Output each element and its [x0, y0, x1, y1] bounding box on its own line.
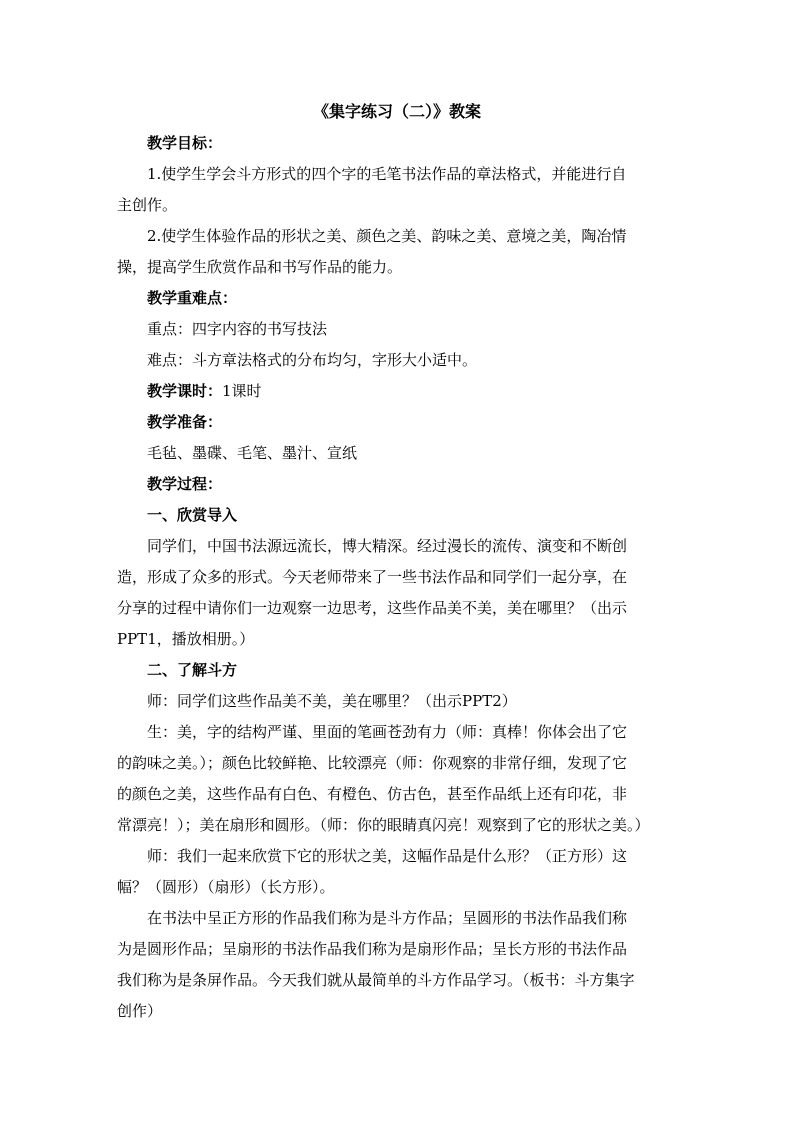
paragraph-line: 创作） — [117, 1002, 163, 1020]
paragraph-line: 造，形成了众多的形式。今天老师带来了一些书法作品和同学们一起分享，在 — [117, 568, 628, 586]
goals-heading: 教学目标： — [147, 134, 223, 152]
paragraph-line: 2.使学生体验作品的形状之美、颜色之美、韵味之美、意境之美，陶冶情 — [147, 227, 627, 245]
paragraph-line: 为是圆形作品；呈扇形的书法作品我们称为是扇形作品；呈长方形的书法作品 — [117, 940, 628, 958]
paragraph-line: 1.使学生学会斗方形式的四个字的毛笔书法作品的章法格式，并能进行自 — [147, 165, 627, 183]
paragraph-line: 的颜色之美，这些作品有白色、有橙色、仿古色，甚至作品纸上还有印花，非 — [117, 785, 628, 803]
preparation-heading: 教学准备： — [147, 413, 223, 431]
process-heading: 教学过程： — [147, 475, 223, 493]
section-heading: 一、欣赏导入 — [147, 506, 238, 524]
document-title: 《集字练习（二）》教案 — [312, 102, 481, 121]
paragraph-line: 师：同学们这些作品美不美，美在哪里？（出示PPT2） — [147, 692, 517, 710]
class-hours-line — [117, 376, 677, 407]
paragraph-line: 在书法中呈正方形的作品我们称为是斗方作品；呈圆形的书法作品我们称 — [147, 909, 628, 927]
class-hours-label: 教学课时： — [147, 382, 223, 400]
paragraph-line: PPT1，播放相册。） — [117, 630, 255, 648]
paragraph-line: 同学们，中国书法源远流长，博大精深。经过漫长的流传、演变和不断创 — [147, 537, 628, 555]
paragraph-line: 主创作。 — [117, 196, 178, 214]
document-body — [117, 96, 677, 1027]
paragraph-line: 难点：斗方章法格式的分布均匀，字形大小适中。 — [147, 351, 478, 369]
paragraph-line: 重点：四字内容的书写技法 — [147, 320, 328, 338]
class-hours-value: 1课时 — [222, 382, 262, 400]
paragraph-line: 我们称为是条屏作品。今天我们就从最简单的斗方作品学习。（板书：斗方集字 — [117, 971, 635, 989]
paragraph-line: 的韵味之美。）；颜色比较鲜艳、比较漂亮（师：你观察的非常仔细，发现了它 — [117, 754, 628, 772]
paragraph-line: 师：我们一起来欣赏下它的形状之美，这幅作品是什么形？（正方形）这 — [147, 847, 628, 865]
paragraph-line: 幅？（圆形）（扇形）（长方形）。 — [117, 878, 335, 896]
section-heading: 二、了解斗方 — [147, 661, 238, 679]
paragraph-line: 操，提高学生欣赏作品和书写作品的能力。 — [117, 258, 403, 276]
paragraph-line: 分享的过程中请你们一边观察一边思考，这些作品美不美，美在哪里？（出示 — [117, 599, 628, 617]
paragraph-line: 毛毡、墨碟、毛笔、墨汁、宣纸 — [147, 444, 358, 462]
paragraph-line: 生：美，字的结构严谨、里面的笔画苍劲有力（师：真棒！你体会出了它 — [147, 723, 628, 741]
key-points-heading: 教学重难点： — [147, 289, 238, 307]
paragraph-line: 常漂亮！）；美在扇形和圆形。（师：你的眼睛真闪亮！观察到了它的形状之美。） — [117, 816, 650, 834]
